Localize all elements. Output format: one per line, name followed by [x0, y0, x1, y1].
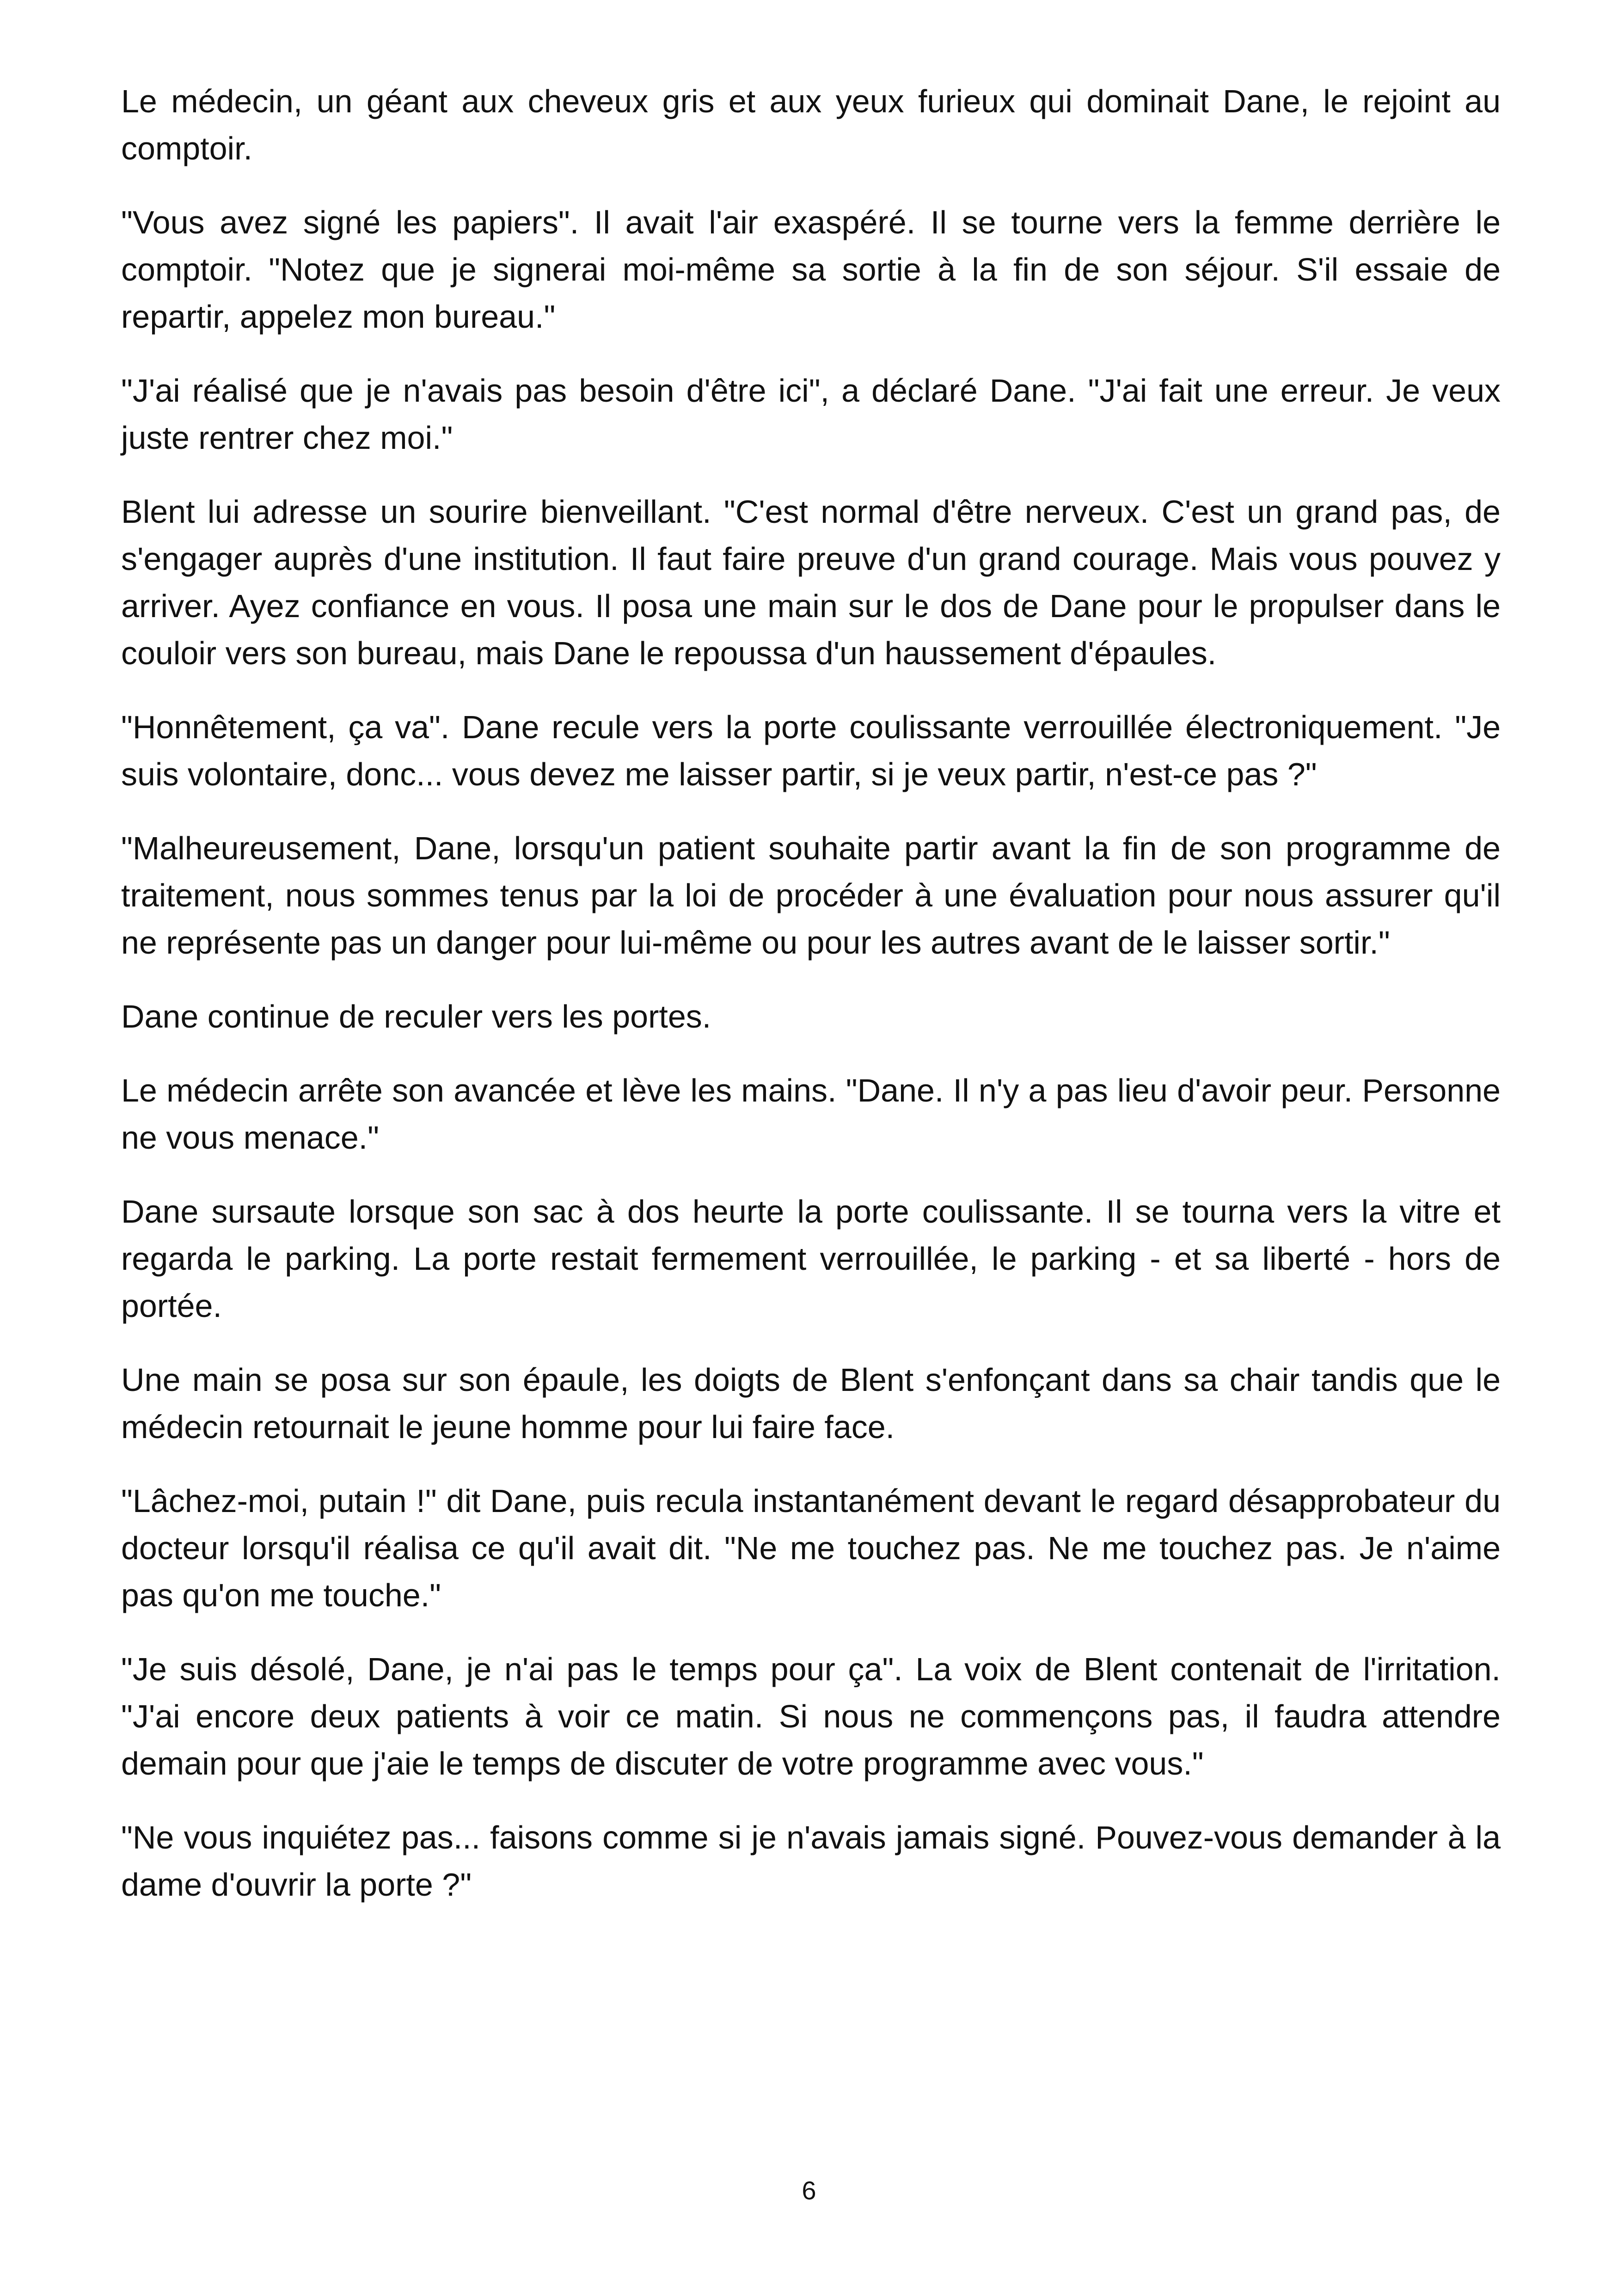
page-number: 6	[802, 2176, 816, 2205]
paragraph: "Vous avez signé les papiers". Il avait l'air exaspéré. Il se tourne vers la femme derrière le comptoir. "Notez que je signerai moi-même sa sortie à la fin de son séjour. S'il essaie de repartir, appelez mon bureau."	[121, 204, 1501, 335]
paragraph: "Je suis désolé, Dane, je n'ai pas le temps pour ça". La voix de Blent contenait de l'irritation. "J'ai encore deux patients à voir ce matin. Si nous ne commençons pas, il faudra attendre demain pour que j'aie le temps de discuter de votre programme avec vous."	[121, 1651, 1501, 1782]
paragraph: "Ne vous inquiétez pas... faisons comme si je n'avais jamais signé. Pouvez-vous demander à la dame d'ouvrir la porte ?"	[121, 1819, 1501, 1903]
paragraph: Le médecin, un géant aux cheveux gris et aux yeux furieux qui dominait Dane, le rejoint au comptoir.	[121, 83, 1501, 166]
paragraph: "Lâchez-moi, putain !" dit Dane, puis recula instantanément devant le regard désapprobateur du docteur lorsqu'il réalisa ce qu'il avait dit. "Ne me touchez pas. Ne me touchez pas. Je n'aime pas qu'on me touche."	[121, 1483, 1501, 1613]
paragraph: Une main se posa sur son épaule, les doigts de Blent s'enfonçant dans sa chair tandis que le médecin retournait le jeune homme pour lui faire face.	[121, 1362, 1501, 1445]
paragraph: "Malheureusement, Dane, lorsqu'un patient souhaite partir avant la fin de son programme de traitement, nous sommes tenus par la loi de procéder à une évaluation pour nous assurer qu'il ne représente pas un danger pour lui-même ou pour les autres avant de le laisser sortir."	[121, 830, 1501, 961]
paragraph: Le médecin arrête son avancée et lève les mains. "Dane. Il n'y a pas lieu d'avoir peur. Personne ne vous menace."	[121, 1072, 1501, 1156]
paragraph: "J'ai réalisé que je n'avais pas besoin d'être ici", a déclaré Dane. "J'ai fait une erreur. Je veux juste rentrer chez moi."	[121, 373, 1501, 456]
document-body	[121, 78, 1501, 1935]
paragraph: Dane sursaute lorsque son sac à dos heurte la porte coulissante. Il se tourna vers la vitre et regarda le parking. La porte restait fermement verrouillée, le parking - et sa liberté - hors de portée.	[121, 1194, 1501, 1324]
paragraph: "Honnêtement, ça va". Dane recule vers la porte coulissante verrouillée électroniquement. "Je suis volontaire, donc... vous devez me laisser partir, si je veux partir, n'est-ce pas ?"	[121, 709, 1501, 792]
paragraph: Blent lui adresse un sourire bienveillant. "C'est normal d'être nerveux. C'est un grand pas, de s'engager auprès d'une institution. Il faut faire preuve d'un grand courage. Mais vous pouvez y arriver. Ayez confiance en vous. Il posa une main sur le dos de Dane pour le propulser dans le couloir vers son bureau, mais Dane le repoussa d'un haussement d'épaules.	[121, 494, 1501, 671]
paragraph: Dane continue de reculer vers les portes.	[121, 998, 711, 1035]
